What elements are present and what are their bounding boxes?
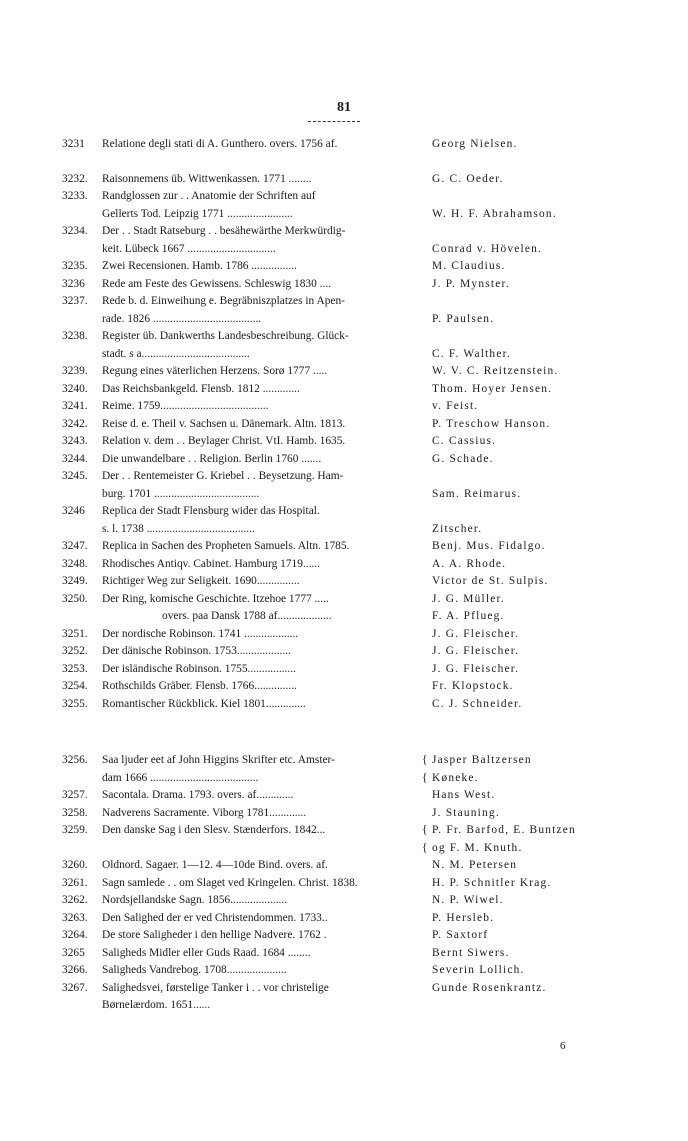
entry-number: 3249. [62, 575, 88, 587]
entry-number: 3244. [62, 452, 88, 465]
entry-line [62, 696, 622, 714]
entry-title: rade. 1826 ...................................... [102, 312, 262, 325]
entry-title: Den danske Sag i den Slesv. Stænderfors. 1842... [102, 824, 326, 836]
entry-line [62, 468, 622, 486]
entry-title: Der isländische Robinson. 1755................. [102, 662, 296, 675]
entry-line [62, 311, 622, 329]
entry-line [62, 875, 622, 893]
brace-mark: { [422, 771, 428, 784]
entry-title: Raisonnemens üb. Wittwenkassen. 1771 ........ [102, 172, 312, 185]
entry-line [62, 241, 622, 259]
entry-title: Der . . Stadt Ratseburg . . besähewärthe Merkwürdig- [102, 225, 346, 237]
entry-line [62, 840, 622, 858]
entry-number: 3247. [62, 540, 88, 552]
entry-title: Børnelærdom. 1651...... [102, 999, 211, 1011]
entry-author: Køneke. [432, 771, 479, 784]
entry-author: Gunde Rosenkrantz. [432, 981, 547, 994]
catalog-entry [62, 556, 622, 574]
brace-mark: { [422, 754, 428, 766]
entry-title: Nadverens Sacramente. Viborg 1781............. [102, 806, 307, 819]
entry-author: og F. M. Knuth. [432, 841, 523, 854]
entry-title: Regung eines väterlichen Herzens. Sorø 1777 ..... [102, 365, 328, 377]
entry-title: dam 1666 ...................................... [102, 771, 259, 784]
entry-author: Thom. Hoyer Jensen. [432, 382, 553, 395]
entry-title: Randglossen zur . . Anatomie der Schriften auf [102, 190, 316, 202]
entry-author: P. Saxtorf [432, 929, 489, 941]
catalog-entry [62, 223, 622, 258]
entry-number: 3234. [62, 225, 88, 237]
entry-author: P. Fr. Barfod, E. Buntzen [432, 824, 576, 836]
entry-author: N. M. Petersen [432, 859, 518, 871]
entry-number: 3259. [62, 824, 88, 836]
catalog-entry [62, 136, 622, 154]
entry-title: stadt. s a...................................... [102, 347, 250, 360]
entry-line [62, 857, 622, 875]
entry-title: Saligheds Midler eller Guds Raad. 1684 ........ [102, 946, 311, 959]
entry-author: C. J. Schneider. [432, 697, 523, 710]
entry-number: 3251. [62, 627, 88, 640]
entry-line [62, 486, 622, 504]
entry-line [62, 787, 622, 805]
entry-line [62, 805, 622, 823]
entry-title: Rhodisches Antiqv. Cabinet. Hamburg 1719...... [102, 557, 320, 570]
entry-author: F. A. Pflueg. [432, 610, 505, 622]
entry-line [62, 752, 622, 770]
entry-line [62, 381, 622, 399]
catalog-entry [62, 822, 622, 857]
entry-title: Replica in Sachen des Propheten Samuels. Altn. 1785. [102, 540, 350, 552]
entry-number: 3253. [62, 662, 88, 675]
entry-title: keit. Lübeck 1667 ............................... [102, 242, 276, 255]
entry-author: J. G. Fleischer. [432, 662, 520, 675]
entry-number: 3245. [62, 470, 88, 482]
entry-author: Conrad v. Hövelen. [432, 242, 543, 255]
entry-line [62, 678, 622, 696]
entry-line [62, 927, 622, 945]
entry-author: Sam. Reimarus. [432, 487, 522, 500]
entry-title: De store Saligheder i den hellige Nadvere. 1762 . [102, 929, 327, 941]
catalog-entry [62, 398, 622, 416]
entry-title: Saa ljuder eet af John Higgins Skrifter etc. Amster- [102, 754, 335, 766]
entry-number: 3235. [62, 260, 88, 272]
entry-title: Relatione degli stati di A. Gunthero. overs. 1756 af. [102, 138, 338, 150]
entry-line [62, 643, 622, 661]
entry-title: Reime. 1759...................................... [102, 400, 269, 412]
entry-line [62, 822, 622, 840]
catalog-entry [62, 538, 622, 556]
catalog-entry [62, 171, 622, 189]
catalog-entry [62, 608, 622, 626]
entry-line [62, 136, 622, 154]
catalog-entry [62, 875, 622, 893]
entry-title: Romantischer Rückblick. Kiel 1801.............. [102, 697, 306, 710]
entry-line [62, 521, 622, 539]
entry-number: 3256. [62, 754, 88, 766]
entry-author: W. H. F. Abrahamson. [432, 207, 557, 220]
catalog-entry [62, 661, 622, 679]
entry-author: A. A. Rhode. [432, 557, 507, 570]
entry-number: 3246 [62, 505, 85, 517]
entry-author: G. Schade. [432, 452, 494, 465]
entry-author: Hans West. [432, 789, 496, 801]
entry-number: 3241. [62, 400, 88, 412]
signature-mark: 6 [560, 1040, 566, 1052]
entry-number: 3250. [62, 592, 88, 605]
entry-number: 3262. [62, 894, 88, 906]
entry-author: J. G. Fleischer. [432, 627, 520, 640]
entry-title: Den Salighed der er ved Christendommen. 1733.. [102, 911, 328, 924]
entry-title: overs. paa Dansk 1788 af................... [162, 610, 332, 622]
catalog-entry [62, 696, 622, 714]
entry-line [62, 346, 622, 364]
catalog-entry [62, 626, 622, 644]
entry-author: N. P. Wiwel. [432, 894, 504, 906]
entry-line [62, 538, 622, 556]
catalog-entry [62, 591, 622, 609]
entry-title: Der nordische Robinson. 1741 ................... [102, 627, 299, 640]
brace-mark: { [422, 841, 428, 854]
entry-line [62, 770, 622, 788]
entry-line [62, 206, 622, 224]
entry-author: v. Feist. [432, 400, 479, 412]
entry-author: Victor de St. Sulpis. [432, 575, 549, 587]
catalog-entry [62, 451, 622, 469]
header-rule [308, 121, 360, 122]
entry-line [62, 328, 622, 346]
entry-line [62, 258, 622, 276]
catalog-entry [62, 468, 622, 503]
entry-title: Nordsjellandske Sagn. 1856.................... [102, 894, 288, 906]
entry-author: J. G. Fleischer. [432, 645, 520, 657]
page-number: 81 [337, 100, 351, 115]
entry-number: 3266. [62, 964, 88, 976]
entry-number: 3257. [62, 789, 88, 801]
entry-number: 3236 [62, 277, 85, 290]
entry-author: C. Cassius. [432, 435, 497, 447]
catalog-entry [62, 945, 622, 963]
entry-title: Der . . Rentemeister G. Kriebel . . Beysetzung. Ham- [102, 470, 344, 482]
entry-number: 3242. [62, 417, 88, 430]
entry-number: 3265 [62, 946, 85, 959]
entry-title: s. l. 1738 ...................................... [102, 522, 255, 535]
brace-mark: { [422, 824, 428, 836]
entry-author: J. Stauning. [432, 806, 500, 819]
catalog-entry [62, 752, 622, 787]
entry-line [62, 556, 622, 574]
catalog-entry [62, 678, 622, 696]
entry-line [62, 293, 622, 311]
entry-line [62, 433, 622, 451]
catalog-entry [62, 276, 622, 294]
entry-number: 3231 [62, 138, 85, 150]
entry-title: Reise d. e. Theil v. Sachsen u. Dänemark. Altn. 1813. [102, 417, 346, 430]
entry-number: 3252. [62, 645, 88, 657]
catalog-entry [62, 910, 622, 928]
entry-line [62, 451, 622, 469]
catalog-entry [62, 416, 622, 434]
entry-author: C. F. Walther. [432, 347, 511, 360]
entry-title: Zwei Recensionen. Hamb. 1786 ................ [102, 260, 297, 272]
entry-number: 3232. [62, 172, 88, 185]
entry-author: P. Hersleb. [432, 911, 495, 924]
entry-line [62, 910, 622, 928]
entry-line [62, 573, 622, 591]
entry-author: Jasper Baltzersen [432, 754, 532, 766]
entry-author: Benj. Mus. Fidalgo. [432, 540, 546, 552]
entry-number: 3263. [62, 911, 88, 924]
entry-line [62, 626, 622, 644]
entry-line [62, 223, 622, 241]
catalog-entry [62, 787, 622, 805]
entry-line [62, 591, 622, 609]
entry-line [62, 997, 622, 1015]
catalog-entry [62, 433, 622, 451]
entry-line [62, 188, 622, 206]
entry-title: Sagn samlede . . om Slaget ved Kringelen. Christ. 1838. [102, 876, 358, 889]
entry-line [62, 980, 622, 998]
entry-number: 3237. [62, 295, 88, 307]
entry-title: Salighedsvei, førstelige Tanker i . . vor christelige [102, 981, 329, 994]
entry-number: 3255. [62, 697, 88, 710]
catalog-entry [62, 980, 622, 1015]
entry-line [62, 416, 622, 434]
entry-author: Fr. Klopstock. [432, 680, 514, 692]
catalog-entry [62, 293, 622, 328]
entry-title: Sacontala. Drama. 1793. overs. af............. [102, 789, 294, 801]
entry-author: M. Claudius. [432, 260, 506, 272]
entry-author: W. V. C. Reitzenstein. [432, 365, 559, 377]
catalog-entry [62, 363, 622, 381]
entry-line [62, 276, 622, 294]
entry-title: burg. 1701 ..................................... [102, 487, 260, 500]
entry-title: Die unwandelbare . . Religion. Berlin 1760 ....... [102, 452, 322, 465]
entry-line [62, 398, 622, 416]
catalog-entry [62, 962, 622, 980]
entry-number: 3240. [62, 382, 88, 395]
entry-title: Gellerts Tod. Leipzig 1771 ....................... [102, 207, 293, 220]
catalog-entry [62, 258, 622, 276]
entry-line [62, 363, 622, 381]
entry-author: H. P. Schnitler Krag. [432, 876, 552, 889]
entry-number: 3248. [62, 557, 88, 570]
entry-number: 3267. [62, 981, 88, 994]
entry-title: Rede b. d. Einweihung e. Begräbniszplatzes in Apen- [102, 295, 345, 307]
catalog-entry [62, 892, 622, 910]
entry-number: 3233. [62, 190, 88, 202]
entry-number: 3243. [62, 435, 88, 447]
entry-line [62, 608, 622, 626]
catalog-entry [62, 643, 622, 661]
entry-line [62, 962, 622, 980]
entry-title: Register üb. Dankwerths Landesbeschreibung. Glück- [102, 330, 349, 342]
entry-title: Richtiger Weg zur Seligkeit. 1690............... [102, 575, 300, 587]
entry-number: 3239. [62, 365, 88, 377]
entry-number: 3264. [62, 929, 88, 941]
entry-number: 3260. [62, 859, 88, 871]
entry-number: 3261. [62, 876, 88, 889]
entry-author: Bernt Siwers. [432, 946, 510, 959]
catalog-entry [62, 503, 622, 538]
catalog-entry [62, 573, 622, 591]
entry-line [62, 661, 622, 679]
entry-title: Relation v. dem . . Beylager Christ. VtI. Hamb. 1635. [102, 435, 346, 447]
entry-title: Oldnord. Sagaer. 1—12. 4—10de Bind. overs. af. [102, 859, 328, 871]
entry-title: Replica der Stadt Flensburg wider das Hospital. [102, 505, 320, 517]
catalog-entry [62, 328, 622, 363]
entry-number: 3238. [62, 330, 88, 342]
entry-title: Der Ring, komische Geschichte. Itzehoe 1777 ..... [102, 592, 329, 605]
entry-author: P. Treschow Hanson. [432, 417, 551, 430]
entry-line [62, 945, 622, 963]
entry-title: Das Reichsbankgeld. Flensb. 1812 ............. [102, 382, 300, 395]
entry-author: Zitscher. [432, 522, 483, 535]
entry-line [62, 892, 622, 910]
entry-title: Saligheds Vandrebog. 1708..................... [102, 964, 287, 976]
catalog-entry [62, 805, 622, 823]
catalog-entry [62, 857, 622, 875]
catalog-entry [62, 188, 622, 223]
entry-author: P. Paulsen. [432, 312, 495, 325]
entry-line [62, 503, 622, 521]
entry-title: Der dänische Robinson. 1753................... [102, 645, 291, 657]
entry-author: J. G. Müller. [432, 592, 505, 605]
entry-line [62, 171, 622, 189]
entry-number: 3254. [62, 680, 88, 692]
entry-author: Severin Lollich. [432, 964, 525, 976]
catalog-entry [62, 927, 622, 945]
entry-title: Rothschilds Gräber. Flensb. 1766............... [102, 680, 297, 692]
entry-title: Rede am Feste des Gewissens. Schleswig 1830 .... [102, 277, 332, 290]
entry-author: J. P. Mynster. [432, 277, 510, 290]
catalog-entry [62, 381, 622, 399]
entry-number: 3258. [62, 806, 88, 819]
entry-author: G. C. Oeder. [432, 172, 504, 185]
entry-author: Georg Nielsen. [432, 138, 518, 150]
